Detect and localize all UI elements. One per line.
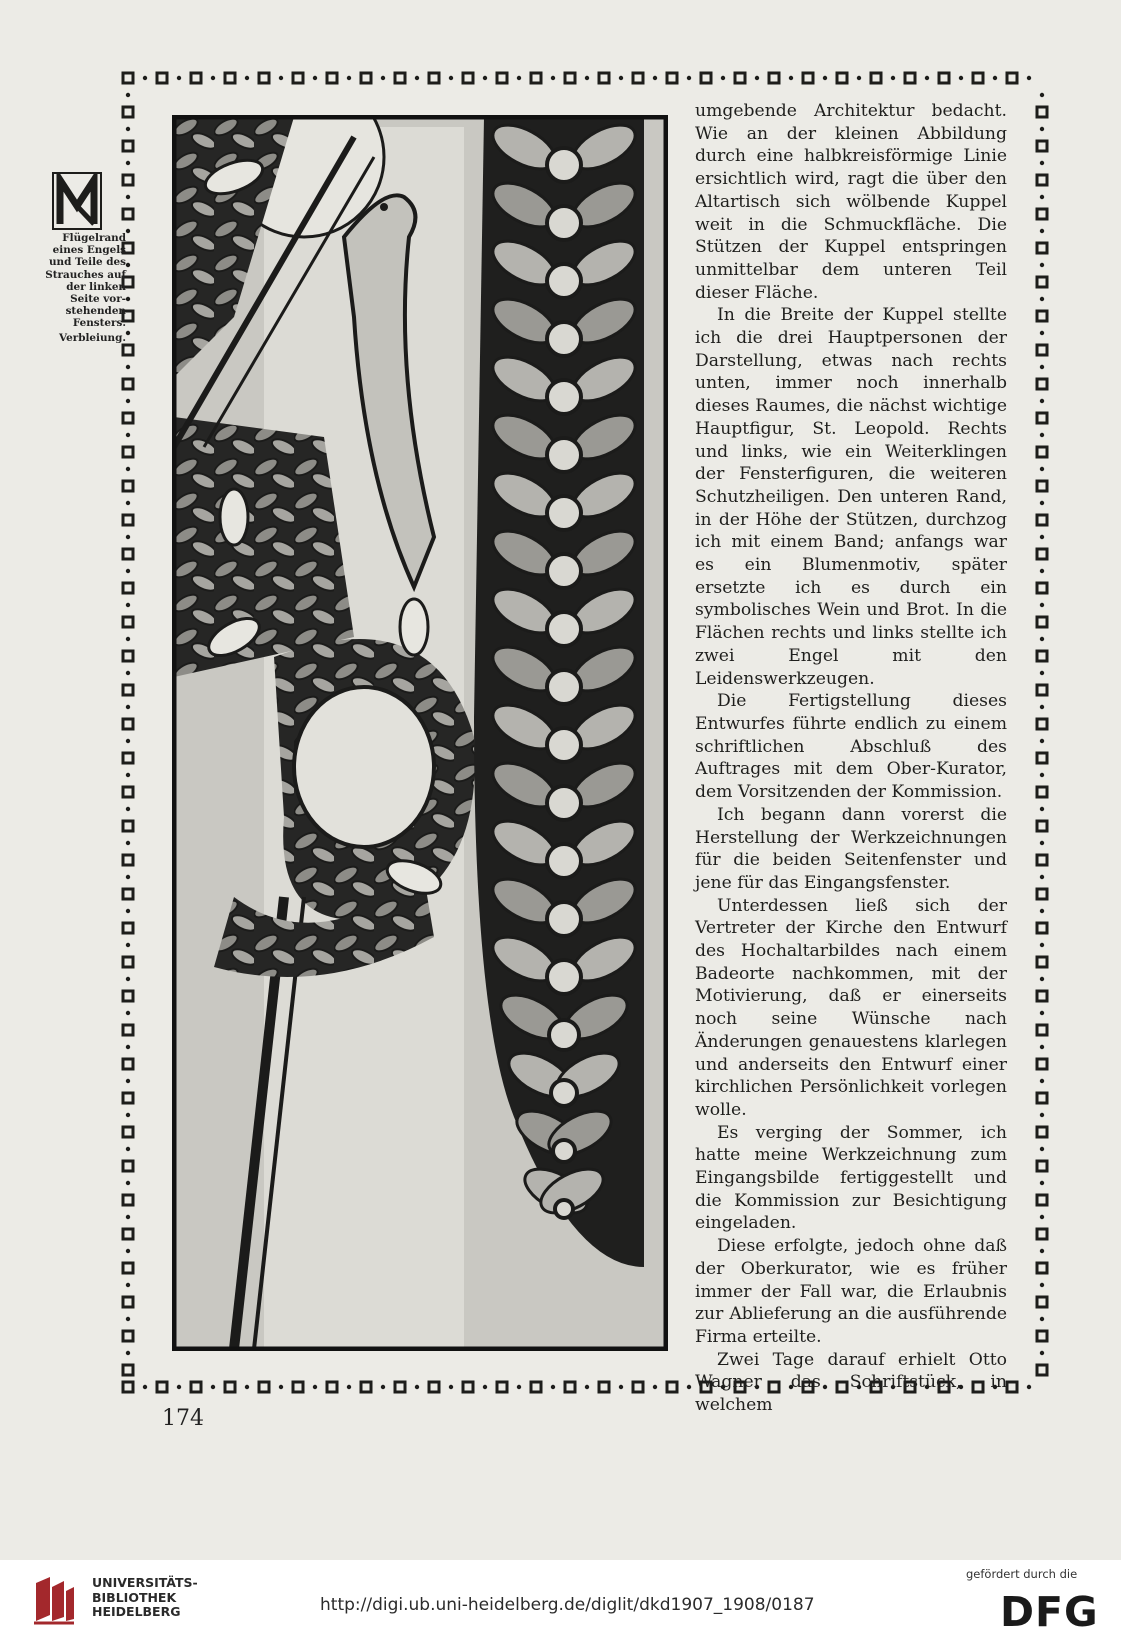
caption-line: stehenden (65, 305, 126, 318)
caption-line: Flügelrand (62, 232, 126, 244)
body-paragraph: umgebende Architektur bedacht. Wie an der kleinen Abbildung durch eine halbkreisförmige Linie ersichtlich wird, ragt die über den Altartisch sich wölbende Kuppel weit in die Schmuckfläche. Die Stützen der Kuppel entspringen unmittelbar dem unteren Teil dieser Fläche. (695, 101, 1007, 303)
monogram-logo (52, 172, 102, 230)
library-name-line: UNIVERSITÄTS- (92, 1575, 198, 1590)
caption-line: Seite vor- (70, 293, 126, 306)
body-paragraph: Die Fertigstellung dieses Entwurfes führte endlich zu einem schriftlichen Abschluß des Auftrages mit dem Ober-Kurator, dem Vorsitzenden der Kommission. (695, 691, 1007, 803)
caption-line: und Teile des (49, 256, 126, 269)
dfg-logo: DFG (1000, 1588, 1099, 1636)
figure-caption (14, 232, 126, 344)
library-name (92, 1576, 198, 1620)
caption-subtitle: Verbleiung. (59, 331, 126, 344)
library-name-line: HEIDELBERG (92, 1604, 181, 1619)
stained-glass-illustration (172, 115, 668, 1351)
body-paragraph: Zwei Tage darauf erhielt Otto Wagner das Schriftstück, in welchem (695, 1349, 1007, 1416)
caption-line: eines Engels (52, 244, 126, 257)
funded-by-label: gefördert durch die (966, 1567, 1078, 1581)
library-name-line: BIBLIOTHEK (92, 1589, 177, 1605)
caption-line: Strauches auf (45, 268, 126, 281)
page-number: 174 (162, 1406, 204, 1431)
source-url-link[interactable]: http://digi.ub.uni-heidelberg.de/diglit/dkd1907_1908/0187 (320, 1595, 815, 1615)
body-paragraph: Diese erfolgte, jedoch ohne daß der Oberkurator, wie es früher immer der Fall war, die Erlaubnis zur Ablieferung an die ausführende Firma erteilte. (695, 1236, 1007, 1347)
body-paragraph: Unterdessen ließ sich der Vertreter der Kirche den Entwurf des Hochaltarbildes nach einem Badeorte nachkommen, mit der Motivierung, daß er einerseits noch seine Wünsche nach Änderungen genauestens klarlegen und anderseits den Entwurf einer kirchlichen Persönlichkeit vorlegen wolle. (695, 895, 1007, 1120)
body-text (695, 100, 1007, 1417)
body-paragraph: In die Breite der Kuppel stellte ich die drei Hauptpersonen der Darstellung, etwas nach rechts unten, immer noch innerhalb dieses Raumes, die nächst wichtige Hauptfigur, St. Leopold. Rechts und links, wie ein Weiterklingen der Fensterfiguren, die weiteren Schutzheiligen. Den unteren Rand, in der Höhe der Stützen, durchzog ich mit einem Band; anfangs war es ein Blumenmotiv, später ersetzte ich es durch ein symbolisches Wein und Brot. In die Flächen rechts und links stellte ich zwei Engel mit den Leidenswerkzeugen. (695, 305, 1007, 689)
caption-line: Fensters. (72, 317, 126, 330)
library-logo-icon (30, 1573, 78, 1627)
body-paragraph: Ich begann dann vorerst die Herstellung der Werkzeichnungen für die beiden Seitenfenster und jene für das Eingangsfenster. (695, 804, 1007, 893)
body-paragraph: Es verging der Sommer, ich hatte meine Werkzeichnung zum Eingangsbilde fertiggestellt und die Kommission zur Besichtigung eingeladen. (695, 1122, 1007, 1234)
caption-line: der linken (66, 280, 126, 293)
